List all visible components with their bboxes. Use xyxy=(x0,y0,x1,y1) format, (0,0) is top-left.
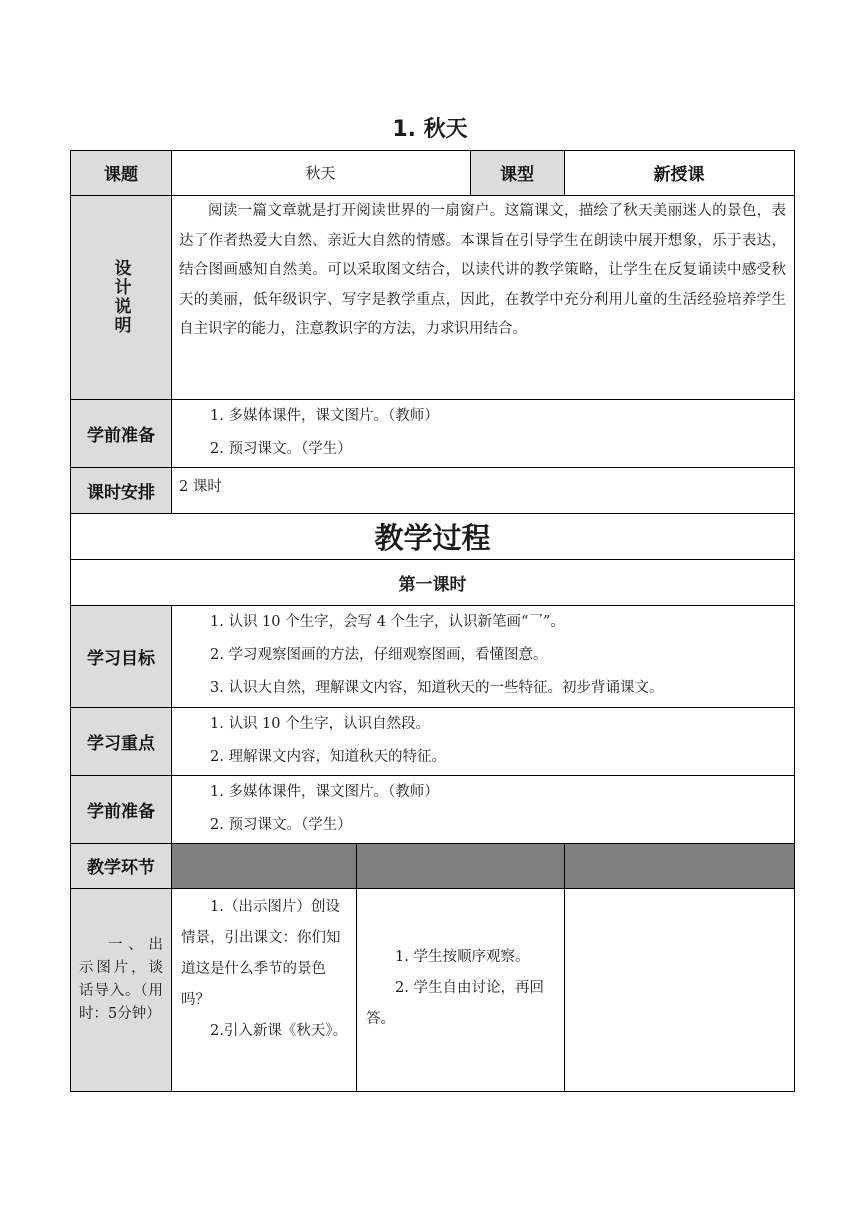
grid-line-h xyxy=(70,150,795,151)
schedule-value: 2 课时 xyxy=(179,479,222,495)
course-topic-value: 秋天 xyxy=(305,164,336,182)
teacher-activity-header xyxy=(171,843,356,888)
focus-content xyxy=(171,707,794,775)
grid-line-v xyxy=(70,150,71,1092)
step1-teacher-item: 1.（出示图片）创设情景，引出课文：你们知道这是什么季节的景色吗？ xyxy=(181,899,341,1008)
prep2-label: 学前准备 xyxy=(71,775,171,843)
grid-line-v xyxy=(356,843,357,1092)
grid-line-h xyxy=(70,605,795,606)
prep1-label: 学前准备 xyxy=(71,399,171,467)
step1-name-cell xyxy=(71,888,171,1091)
design-text: 阅读一篇文章就是打开阅读世界的一扇窗户。这篇课文，描绘了秋天美丽迷人的景色，表达了作者热爱大自然、亲近大自然的情感。本课旨在引导学生在朗读中展开想象，乐于表达，结合图画感知自然美。可以采取图文结合，以读代讲的教学策略，让学生在反复诵读中感受秋天的美丽，低年级识字、写字是教学重点，因此，在教学中充分利用儿童的生活经验培养学生自主识字的能力，注意教识字的方法，力求识用结合。 xyxy=(179,203,786,337)
grid-line-h xyxy=(70,513,795,514)
process-heading: 教学过程 xyxy=(374,520,491,555)
grid-line-h xyxy=(70,399,795,400)
grid-line-h xyxy=(70,775,795,776)
course-type-value: 新授课 xyxy=(653,165,705,185)
step1-teacher-cell xyxy=(171,888,356,1091)
course-type-label: 课型 xyxy=(470,150,564,195)
grid-line-v xyxy=(564,843,565,1092)
document-title: 1. 秋天 xyxy=(392,117,468,142)
segments-label: 教学环节 xyxy=(71,843,171,888)
lesson-heading: 第一课时 xyxy=(398,574,467,595)
notes-header xyxy=(564,843,794,888)
prep2-item: 1. 多媒体课件，课文图片。（教师） xyxy=(210,784,439,800)
step1-student-item: 1. 学生按顺序观察。 xyxy=(395,949,530,965)
step1-student-item: 2. 学生自由讨论，再回答。 xyxy=(366,980,544,1027)
course-topic-label: 课题 xyxy=(71,150,171,195)
step1-student-cell xyxy=(356,888,564,1091)
grid-line-h xyxy=(70,888,795,889)
design-label: 设计说明 xyxy=(110,259,131,335)
focus-item: 2. 理解课文内容，知道秋天的特征。 xyxy=(210,749,446,765)
step1-name: 一、出示图片，谈话导入。（用时：5分钟） xyxy=(79,937,163,1022)
prep1-item: 1. 多媒体课件，课文图片。（教师） xyxy=(210,408,439,424)
focus-item: 1. 认识 10 个生字，认识自然段。 xyxy=(210,716,431,732)
grid-line-h xyxy=(70,1091,795,1092)
grid-line-v xyxy=(564,150,565,196)
prep1-item: 2. 预习课文。（学生） xyxy=(210,441,352,457)
student-activity-header xyxy=(356,843,564,888)
grid-line-h xyxy=(70,843,795,844)
prep2-content xyxy=(171,775,794,843)
schedule-label: 课时安排 xyxy=(71,467,171,513)
step1-notes-cell xyxy=(564,888,794,1091)
focus-label: 学习重点 xyxy=(71,707,171,775)
design-text-cell xyxy=(171,195,794,399)
grid-line-v xyxy=(470,150,471,196)
grid-line-v xyxy=(171,605,172,1092)
goals-content xyxy=(171,605,794,707)
grid-line-v xyxy=(171,150,172,514)
grid-line-v xyxy=(794,150,795,1092)
goal-item: 1. 认识 10 个生字，会写 4 个生字，认识新笔画“乛”。 xyxy=(210,614,565,630)
prep1-content xyxy=(171,399,794,467)
goal-item: 3. 认识大自然，理解课文内容，知道秋天的一些特征。初步背诵课文。 xyxy=(210,680,664,696)
design-label-cell xyxy=(71,195,171,399)
goals-label: 学习目标 xyxy=(71,605,171,707)
step1-teacher-item: 2.引入新课《秋天》。 xyxy=(210,1023,348,1039)
grid-line-h xyxy=(70,559,795,560)
goal-item: 2. 学习观察图画的方法，仔细观察图画，看懂图意。 xyxy=(210,647,548,663)
grid-line-h xyxy=(70,195,795,196)
grid-line-h xyxy=(70,467,795,468)
prep2-item: 2. 预习课文。（学生） xyxy=(210,817,352,833)
grid-line-h xyxy=(70,707,795,708)
